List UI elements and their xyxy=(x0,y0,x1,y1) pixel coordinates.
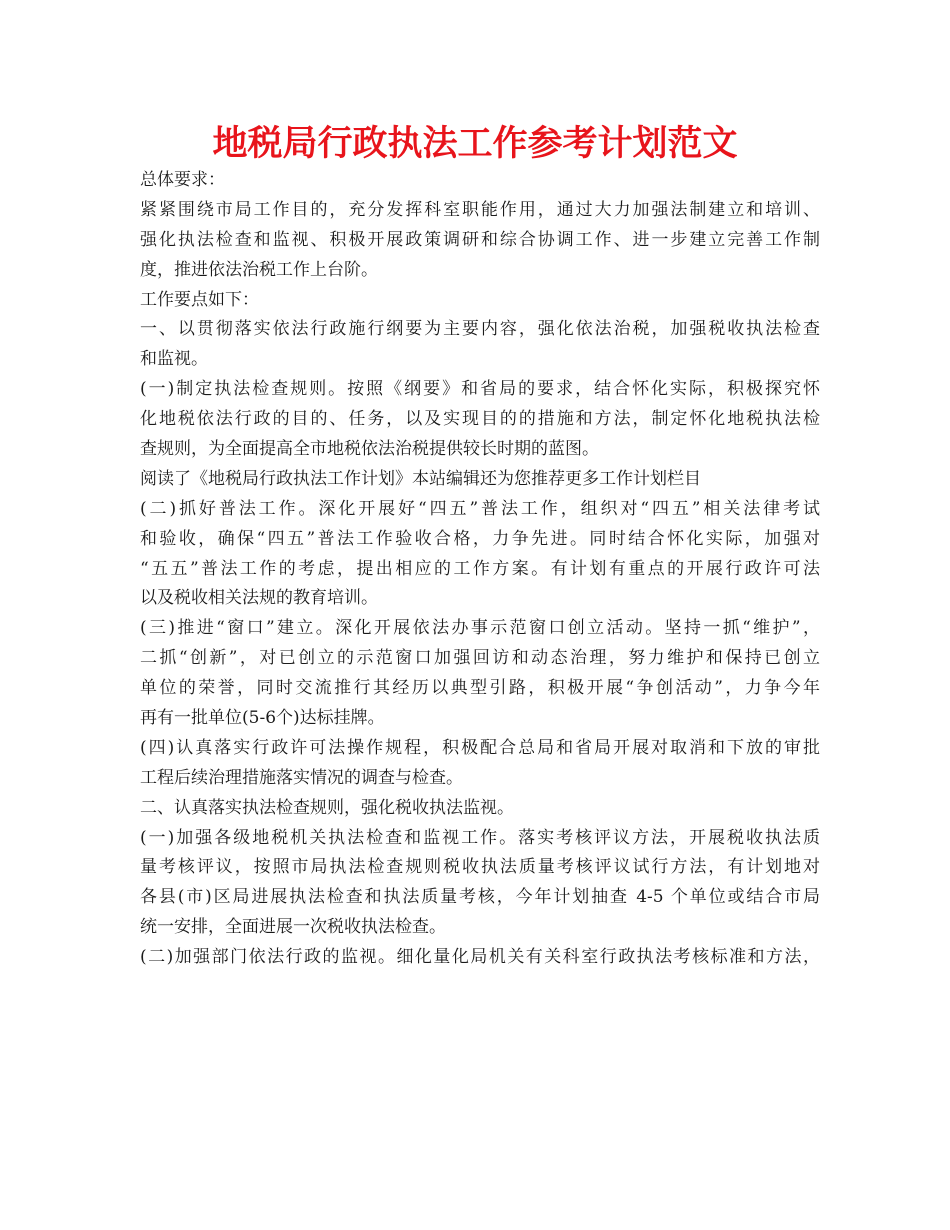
text-line: 一、以贯彻落实依法行政施行纲要为主要内容，强化依法治税，加强税收执法检查 xyxy=(140,319,820,340)
text-line: (二)抓好普法工作。深化开展好“四五”普法工作，组织对“四五”相关法律考试 xyxy=(140,498,820,519)
text-line: “五五”普法工作的考虑，提出相应的工作方案。有计划有重点的开展行政许可法 xyxy=(140,558,820,579)
text-line: 二抓“创新”，对已创立的示范窗口加强回访和动态治理，努力维护和保持已创立 xyxy=(140,648,820,669)
text-line: 度，推进依法治税工作上台阶。 xyxy=(140,259,378,280)
text-line: 紧紧围绕市局工作目的，充分发挥科室职能作用，通过大力加强法制建立和培训、 xyxy=(140,199,820,220)
text-line: 统一安排，全面进展一次税收执法检查。 xyxy=(140,917,446,938)
text-line: 量考核评议，按照市局执法检查规则税收执法质量考核评议试行方法，有计划地对 xyxy=(140,857,820,878)
text-line: 以及税收相关法规的教育培训。 xyxy=(140,588,378,609)
text-line: 二、认真落实执法检查规则，强化税收执法监视。 xyxy=(140,797,514,818)
text-line: (二)加强部门依法行政的监视。细化量化局机关有关科室行政执法考核标准和方法， xyxy=(140,947,820,968)
text-line: 和监视。 xyxy=(140,349,208,370)
document-title: 地税局行政执法工作参考计划范文 xyxy=(212,124,738,164)
text-line: 各县(市)区局进展执法检查和执法质量考核，今年计划抽查 4-5 个单位或结合市局 xyxy=(140,887,820,908)
text-line: 工程后续治理措施落实情况的调查与检查。 xyxy=(140,767,463,788)
text-line: (三)推进“窗口”建立。深化开展依法办事示范窗口创立活动。坚持一抓“维护”， xyxy=(140,618,820,639)
text-line: 化地税依法行政的目的、任务，以及实现目的的措施和方法，制定怀化地税执法检 xyxy=(140,409,820,430)
text-line: (一)加强各级地税机关执法检查和监视工作。落实考核评议方法，开展税收执法质 xyxy=(140,827,820,848)
text-line: (一)制定执法检查规则。按照《纲要》和省局的要求，结合怀化实际，积极探究怀 xyxy=(140,379,820,400)
text-line: 阅读了《地税局行政执法工作计划》本站编辑还为您推荐更多工作计划栏目 xyxy=(140,468,701,489)
text-line: 查规则，为全面提高全市地税依法治税提供较长时期的蓝图。 xyxy=(140,439,599,460)
text-line: 和验收，确保“四五”普法工作验收合格，力争先进。同时结合怀化实际，加强对 xyxy=(140,528,820,549)
text-line: 单位的荣誉，同时交流推行其经历以典型引路，积极开展“争创活动”，力争今年 xyxy=(140,678,820,699)
text-line: 总体要求： xyxy=(140,170,225,190)
text-line: 再有一批单位(5-6个)达标挂牌。 xyxy=(140,708,385,729)
text-line: 强化执法检查和监视、积极开展政策调研和综合协调工作、进一步建立完善工作制 xyxy=(140,229,820,250)
text-line: 工作要点如下： xyxy=(140,289,259,310)
document-body xyxy=(140,166,820,973)
text-line: (四)认真落实行政许可法操作规程，积极配合总局和省局开展对取消和下放的审批 xyxy=(140,737,820,758)
